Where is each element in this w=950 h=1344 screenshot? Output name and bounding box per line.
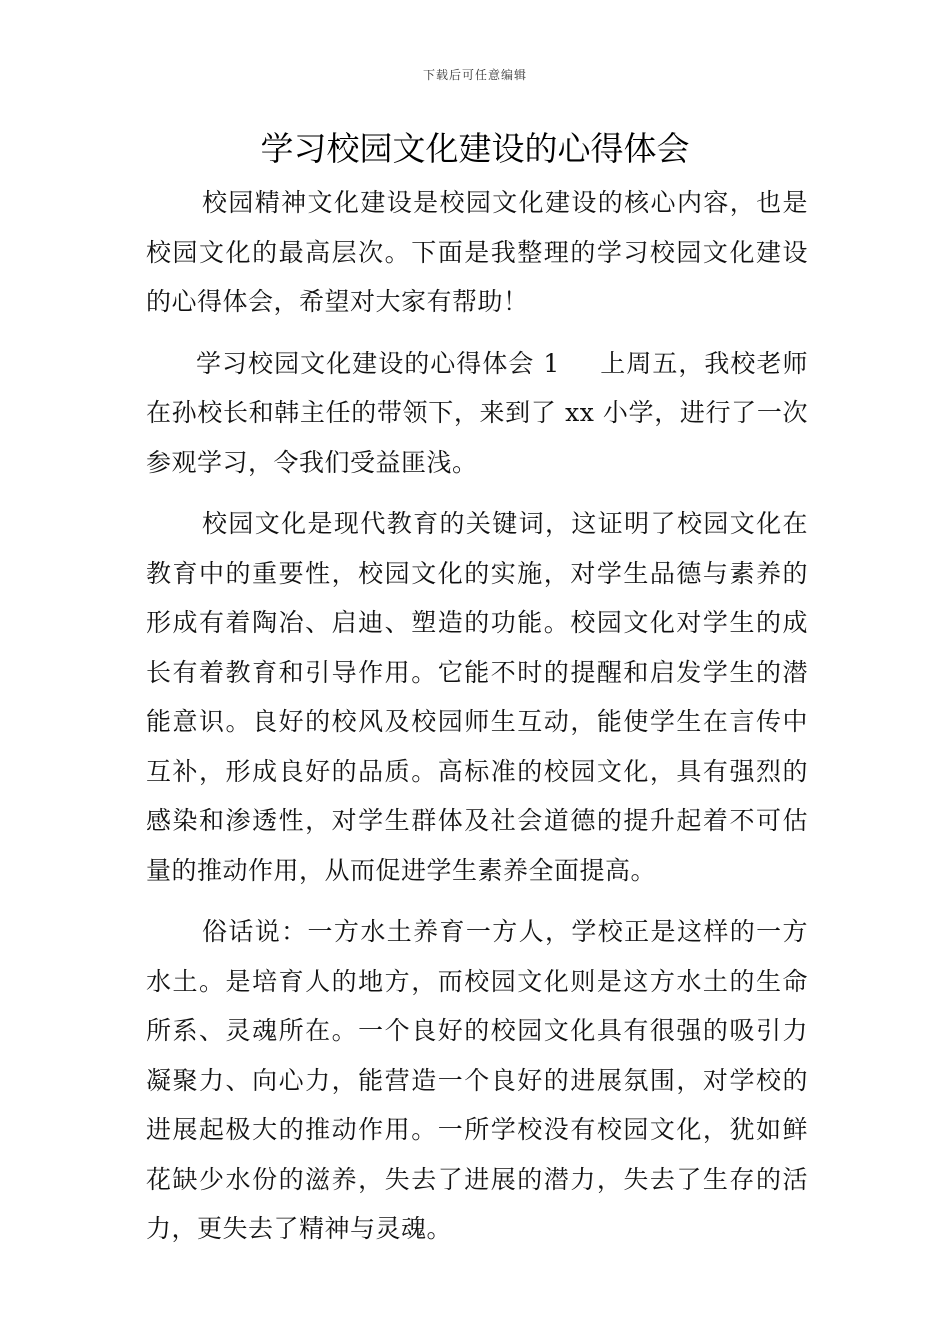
section-lead-text: 上周五，我校老师在孙校长和韩主任的带领下，来到了 xx 小学，进行了一次参观学习，令我们受益匪浅。 — [146, 348, 808, 477]
body-paragraph-2: 校园文化是现代教育的关键词，这证明了校园文化在教育中的重要性，校园文化的实施，对学生品德与素养的形成有着陶冶、启迪、塑造的功能。校园文化对学生的成长有着教育和引导作用。它能不时的提醒和启发学生的潜能意识。良好的校风及校园师生互动，能使学生在言传中互补，形成良好的品质。高标准的校园文化，具有强烈的感染和渗透性，对学生群体及社会道德的提升起着不可估量的推动作用，从而促进学生素养全面提高。 — [146, 509, 808, 885]
body-paragraph-3: 俗话说：一方水土养育一方人，学校正是这样的一方水土。是培育人的地方，而校园文化则是这方水土的生命所系、灵魂所在。一个良好的校园文化具有很强的吸引力凝聚力、向心力，能营造一个良好的进展氛围，对学校的进展起极大的推动作用。一所学校没有校园文化，犹如鲜花缺少水份的滋养，失去了进展的潜力，失去了生存的活力，更失去了精神与灵魂。 — [146, 917, 808, 1243]
section-paragraph-1 — [146, 339, 808, 488]
document-body — [146, 178, 808, 1266]
intro-paragraph: 校园精神文化建设是校园文化建设的核心内容，也是校园文化的最高层次。下面是我整理的学习校园文化建设的心得体会，希望对大家有帮助！ — [146, 188, 808, 316]
header-note: 下载后可任意编辑 — [422, 68, 527, 82]
document-title: 学习校园文化建设的心得体会 — [260, 129, 690, 168]
section-heading: 学习校园文化建设的心得体会 1 — [196, 348, 560, 378]
